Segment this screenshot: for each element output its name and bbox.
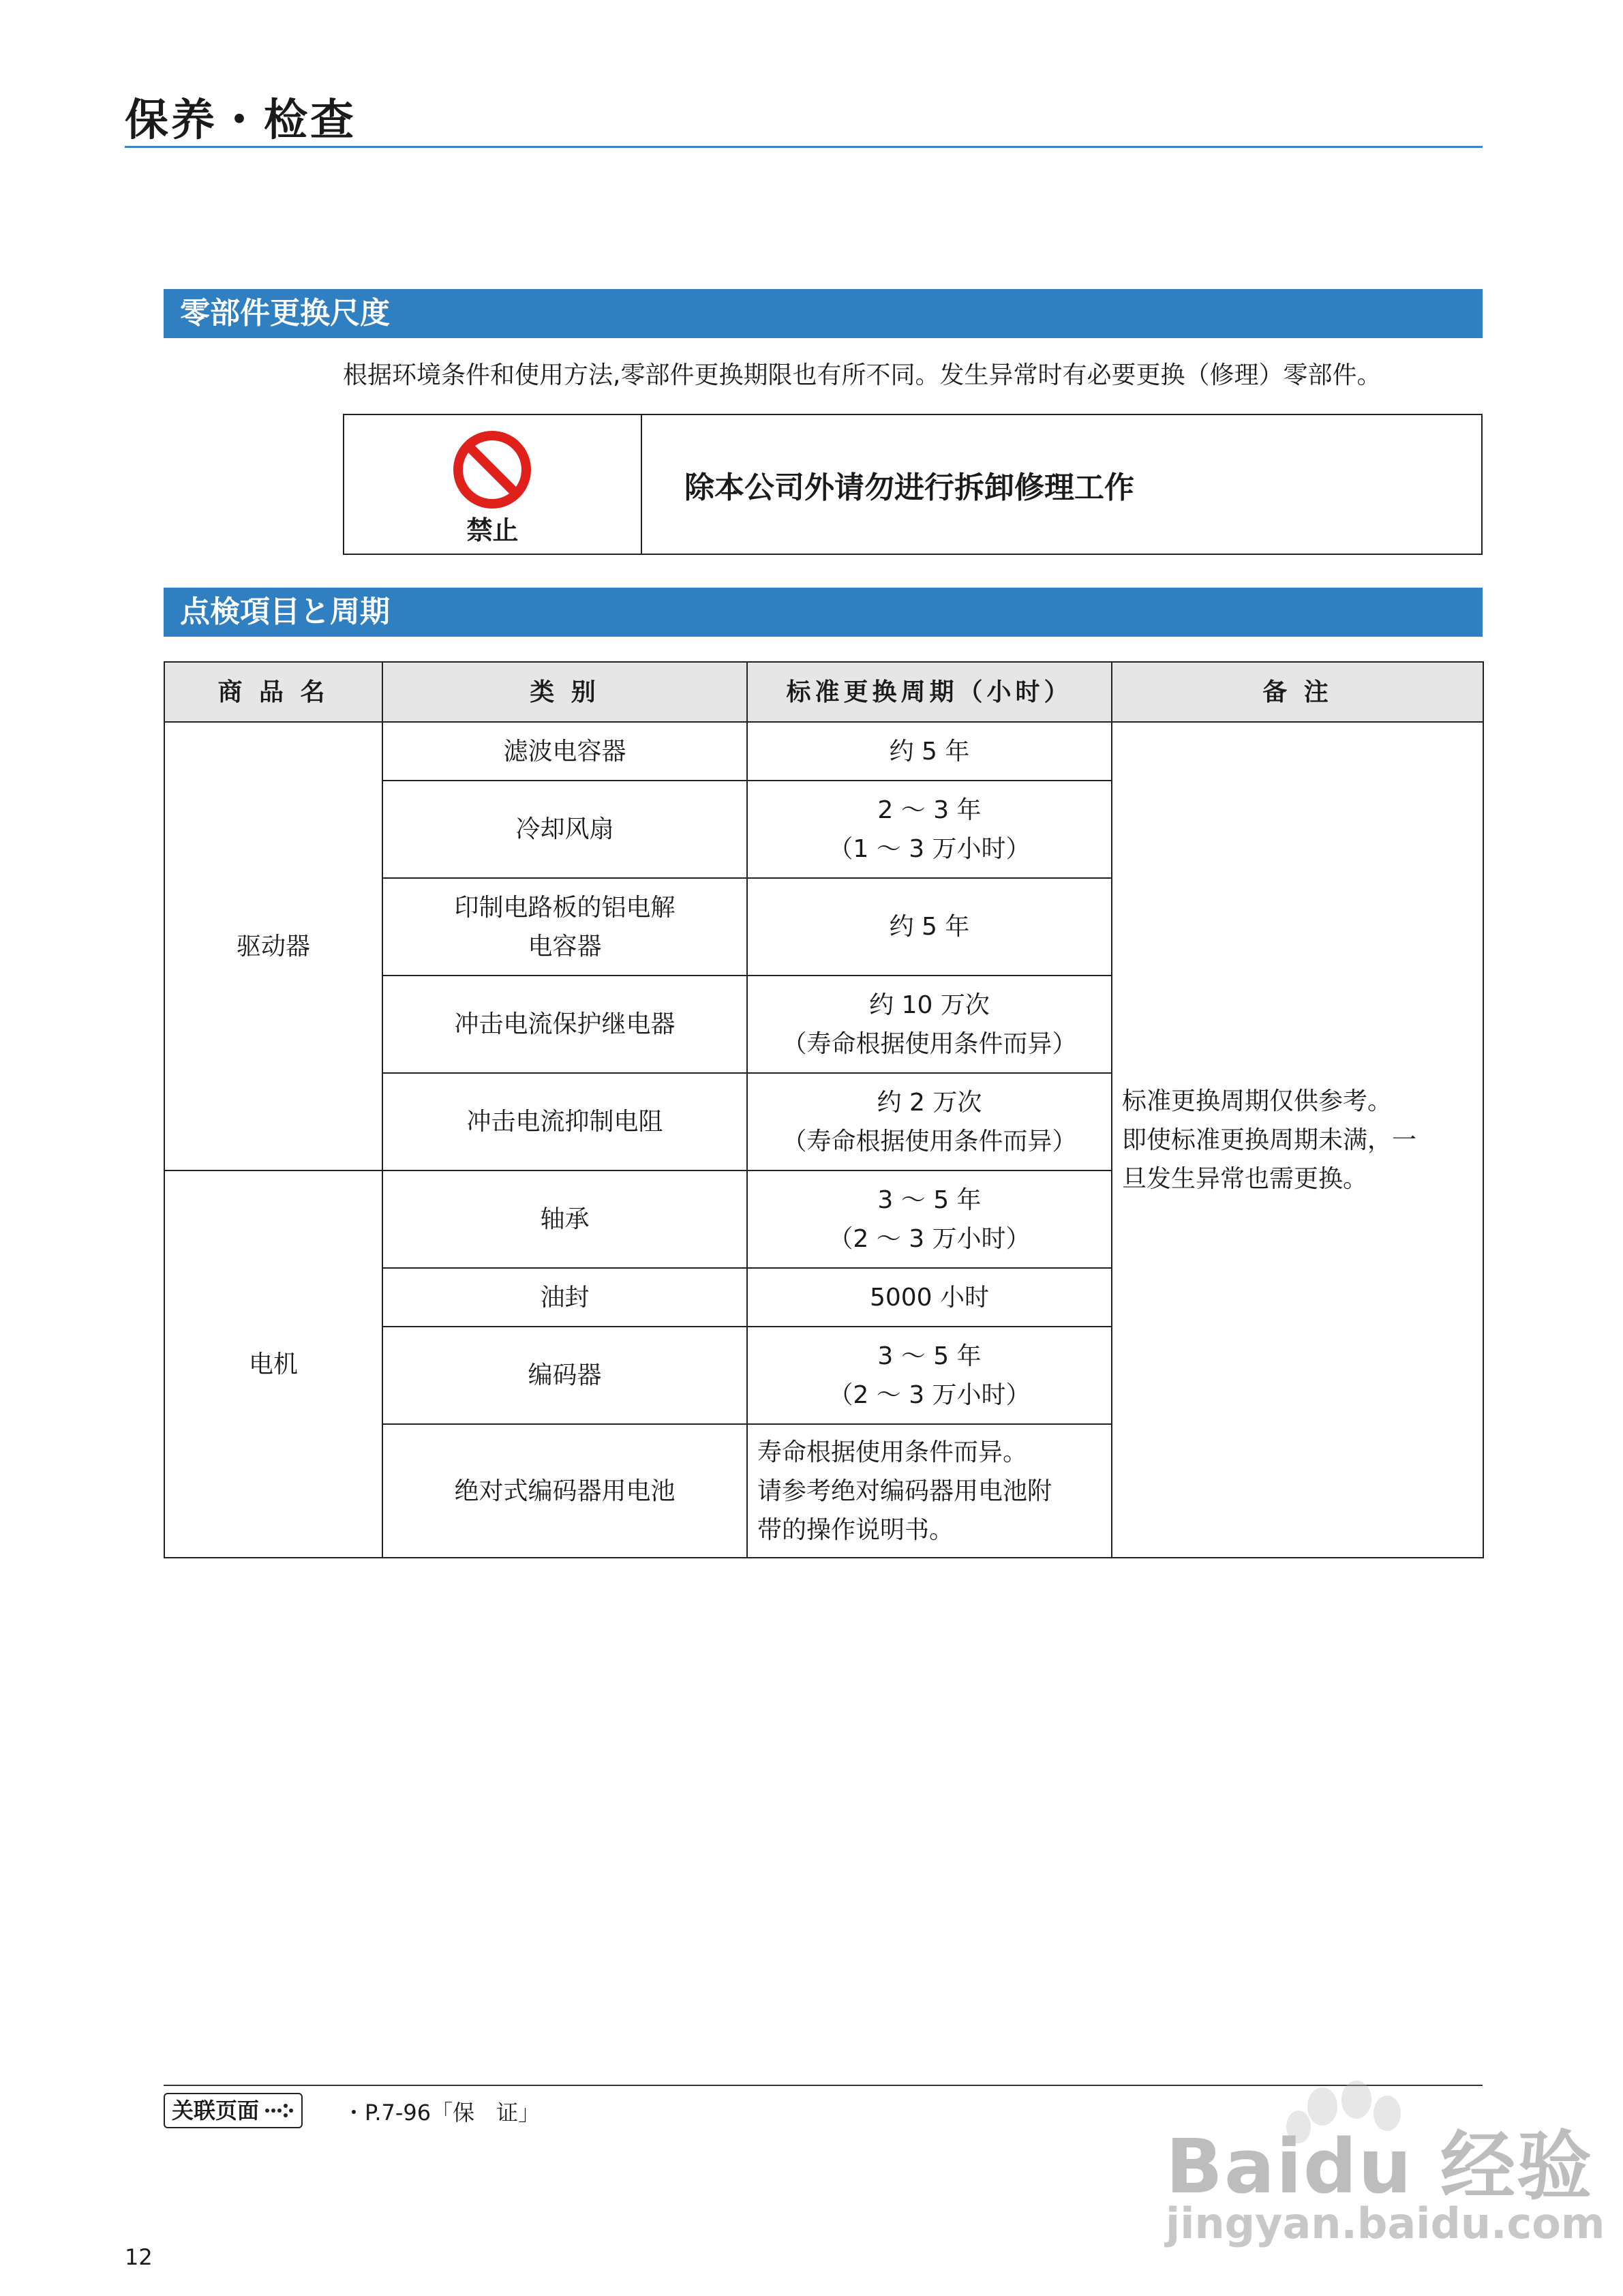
- period-cell: 5000 小时: [747, 1268, 1112, 1327]
- watermark-brand: Baidu 经验: [1166, 2123, 1594, 2210]
- period-line: 寿命根据使用条件而异。: [757, 1438, 1028, 1466]
- category-cell: 轴承: [382, 1170, 747, 1268]
- product-cell: 驱动器: [164, 722, 382, 1170]
- period-cell: 约 5 年: [747, 722, 1112, 781]
- table-header-row: [164, 662, 1483, 722]
- section-heading-parts-replacement: 零部件更换尺度: [164, 289, 1483, 338]
- prohibition-icon: [451, 429, 533, 511]
- section-heading-inspection: 点検項目と周期: [164, 588, 1483, 637]
- intro-text: 根据环境条件和使用方法,零部件更换期限也有所不同。发生异常时有必要更换（修理）零部件。: [343, 361, 1382, 389]
- category-line: 印制电路板的铝电解: [454, 893, 676, 922]
- category-cell: 绝对式编码器用电池: [382, 1424, 747, 1558]
- header-remark: 备 注: [1112, 662, 1483, 722]
- period-line: （寿命根据使用条件而异）: [782, 1029, 1077, 1058]
- period-line: 约 2 万次: [877, 1088, 982, 1117]
- related-page-reference[interactable]: ・P.7-96「保 证」: [343, 2100, 541, 2126]
- period-line: （2 ～ 3 万小时）: [828, 1224, 1031, 1253]
- related-pages-badge: [164, 2093, 303, 2128]
- prohibition-notice: [343, 414, 1483, 555]
- watermark-url: jingyan.baidu.com: [1166, 2199, 1605, 2248]
- page-number: 12: [125, 2244, 153, 2270]
- category-cell: 冲击电流保护继电器: [382, 976, 747, 1073]
- remark-line: 即使标准更换周期未满，一: [1122, 1126, 1417, 1154]
- period-line: 3 ～ 5 年: [877, 1185, 982, 1214]
- inspection-table: [164, 661, 1484, 1558]
- category-cell: 冷却风扇: [382, 781, 747, 878]
- category-cell: 编码器: [382, 1327, 747, 1424]
- period-cell: [747, 1170, 1112, 1268]
- period-line: （寿命根据使用条件而异）: [782, 1127, 1077, 1155]
- table-row: [164, 722, 1483, 781]
- related-pages-label: 关联页面: [172, 2098, 260, 2124]
- period-cell: [747, 781, 1112, 878]
- period-line: 带的操作说明书。: [757, 1515, 954, 1544]
- header-category: 类 别: [382, 662, 747, 722]
- period-cell: [747, 976, 1112, 1073]
- period-line: 请参考绝对编码器用电池附: [757, 1477, 1052, 1505]
- dotted-arrow-icon: [264, 2100, 294, 2121]
- prohibition-label: 禁止: [466, 515, 519, 545]
- category-cell: 滤波电容器: [382, 722, 747, 781]
- title-divider: [125, 146, 1483, 148]
- period-cell: [747, 1073, 1112, 1170]
- header-product: 商 品 名: [164, 662, 382, 722]
- period-line: 3 ～ 5 年: [877, 1342, 982, 1370]
- prohibition-symbol-cell: [344, 415, 642, 554]
- period-cell: [747, 1424, 1112, 1558]
- remark-line: 旦发生异常也需更换。: [1122, 1164, 1368, 1193]
- remark-line: 标准更换周期仅供参考。: [1122, 1087, 1393, 1115]
- period-cell: [747, 1327, 1112, 1424]
- remark-cell: [1112, 722, 1483, 1558]
- period-line: （1 ～ 3 万小时）: [828, 834, 1031, 863]
- header-period: 标准更换周期（小时）: [747, 662, 1112, 722]
- period-line: 2 ～ 3 年: [877, 796, 982, 824]
- category-line: 电容器: [528, 932, 602, 961]
- product-cell: 电机: [164, 1170, 382, 1558]
- period-line: 约 10 万次: [869, 991, 990, 1019]
- period-line: （2 ～ 3 万小时）: [828, 1380, 1031, 1409]
- page-title: 保养・检查: [125, 95, 357, 146]
- period-cell: 约 5 年: [747, 878, 1112, 976]
- category-cell: 冲击电流抑制电阻: [382, 1073, 747, 1170]
- prohibition-text: 除本公司外请勿进行拆卸修理工作: [684, 470, 1134, 505]
- category-cell: [382, 878, 747, 976]
- category-cell: 油封: [382, 1268, 747, 1327]
